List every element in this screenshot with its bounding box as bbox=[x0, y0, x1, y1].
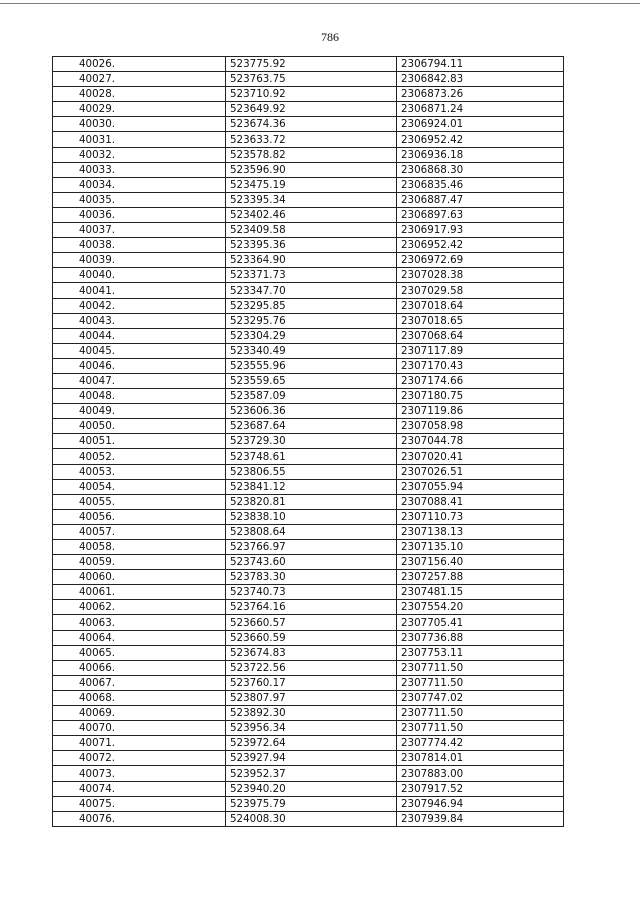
y-coordinate-cell: 2307018.64 bbox=[397, 298, 564, 313]
x-coordinate-cell: 523952.37 bbox=[226, 766, 397, 781]
point-number-cell: 40030. bbox=[53, 117, 226, 132]
x-coordinate-cell: 523340.49 bbox=[226, 343, 397, 358]
table-row bbox=[53, 313, 564, 328]
point-number-cell: 40052. bbox=[53, 449, 226, 464]
table-row bbox=[53, 796, 564, 811]
point-number-cell: 40060. bbox=[53, 570, 226, 585]
y-coordinate-cell: 2306887.47 bbox=[397, 192, 564, 207]
x-coordinate-cell: 523783.30 bbox=[226, 570, 397, 585]
table-row bbox=[53, 570, 564, 585]
table-row bbox=[53, 117, 564, 132]
x-coordinate-cell: 523972.64 bbox=[226, 736, 397, 751]
x-coordinate-cell: 523347.70 bbox=[226, 283, 397, 298]
table-row bbox=[53, 283, 564, 298]
table-row bbox=[53, 223, 564, 238]
table-row bbox=[53, 509, 564, 524]
y-coordinate-cell: 2306952.42 bbox=[397, 132, 564, 147]
x-coordinate-cell: 523722.56 bbox=[226, 660, 397, 675]
point-number-cell: 40028. bbox=[53, 87, 226, 102]
y-coordinate-cell: 2306842.83 bbox=[397, 72, 564, 87]
x-coordinate-cell: 523710.92 bbox=[226, 87, 397, 102]
x-coordinate-cell: 523743.60 bbox=[226, 555, 397, 570]
table-row bbox=[53, 268, 564, 283]
y-coordinate-cell: 2307554.20 bbox=[397, 600, 564, 615]
point-number-cell: 40040. bbox=[53, 268, 226, 283]
x-coordinate-cell: 523764.16 bbox=[226, 600, 397, 615]
x-coordinate-cell: 523763.75 bbox=[226, 72, 397, 87]
y-coordinate-cell: 2307753.11 bbox=[397, 645, 564, 660]
x-coordinate-cell: 523660.57 bbox=[226, 615, 397, 630]
x-coordinate-cell: 523740.73 bbox=[226, 585, 397, 600]
point-number-cell: 40059. bbox=[53, 555, 226, 570]
y-coordinate-cell: 2307939.84 bbox=[397, 811, 564, 826]
point-number-cell: 40073. bbox=[53, 766, 226, 781]
x-coordinate-cell: 523806.55 bbox=[226, 464, 397, 479]
table-row bbox=[53, 615, 564, 630]
y-coordinate-cell: 2307117.89 bbox=[397, 343, 564, 358]
table-row bbox=[53, 162, 564, 177]
point-number-cell: 40066. bbox=[53, 660, 226, 675]
point-number-cell: 40055. bbox=[53, 494, 226, 509]
x-coordinate-cell: 523395.36 bbox=[226, 238, 397, 253]
point-number-cell: 40075. bbox=[53, 796, 226, 811]
y-coordinate-cell: 2307883.00 bbox=[397, 766, 564, 781]
table-row bbox=[53, 585, 564, 600]
point-number-cell: 40048. bbox=[53, 389, 226, 404]
table-row bbox=[53, 102, 564, 117]
y-coordinate-cell: 2307705.41 bbox=[397, 615, 564, 630]
y-coordinate-cell: 2307028.38 bbox=[397, 268, 564, 283]
point-number-cell: 40058. bbox=[53, 540, 226, 555]
point-number-cell: 40050. bbox=[53, 419, 226, 434]
y-coordinate-cell: 2307088.41 bbox=[397, 494, 564, 509]
y-coordinate-cell: 2307736.88 bbox=[397, 630, 564, 645]
table-row bbox=[53, 645, 564, 660]
y-coordinate-cell: 2306972.69 bbox=[397, 253, 564, 268]
table-row bbox=[53, 72, 564, 87]
x-coordinate-cell: 523660.59 bbox=[226, 630, 397, 645]
y-coordinate-cell: 2306936.18 bbox=[397, 147, 564, 162]
x-coordinate-cell: 523760.17 bbox=[226, 675, 397, 690]
x-coordinate-cell: 523748.61 bbox=[226, 449, 397, 464]
point-number-cell: 40051. bbox=[53, 434, 226, 449]
table-row bbox=[53, 343, 564, 358]
table-row bbox=[53, 600, 564, 615]
table-row bbox=[53, 57, 564, 72]
table-row bbox=[53, 207, 564, 222]
table-row bbox=[53, 132, 564, 147]
y-coordinate-cell: 2306924.01 bbox=[397, 117, 564, 132]
x-coordinate-cell: 524008.30 bbox=[226, 811, 397, 826]
y-coordinate-cell: 2307020.41 bbox=[397, 449, 564, 464]
y-coordinate-cell: 2307138.13 bbox=[397, 524, 564, 539]
point-number-cell: 40039. bbox=[53, 253, 226, 268]
x-coordinate-cell: 523633.72 bbox=[226, 132, 397, 147]
x-coordinate-cell: 523975.79 bbox=[226, 796, 397, 811]
table-row bbox=[53, 298, 564, 313]
table-row bbox=[53, 192, 564, 207]
page-number: 786 bbox=[321, 30, 339, 44]
x-coordinate-cell: 523475.19 bbox=[226, 177, 397, 192]
table-row bbox=[53, 766, 564, 781]
table-row bbox=[53, 811, 564, 826]
point-number-cell: 40033. bbox=[53, 162, 226, 177]
x-coordinate-cell: 523820.81 bbox=[226, 494, 397, 509]
point-number-cell: 40074. bbox=[53, 781, 226, 796]
table-row bbox=[53, 358, 564, 373]
x-coordinate-cell: 523687.64 bbox=[226, 419, 397, 434]
x-coordinate-cell: 523649.92 bbox=[226, 102, 397, 117]
x-coordinate-cell: 523295.76 bbox=[226, 313, 397, 328]
y-coordinate-cell: 2306871.24 bbox=[397, 102, 564, 117]
point-number-cell: 40071. bbox=[53, 736, 226, 751]
y-coordinate-cell: 2306794.11 bbox=[397, 57, 564, 72]
coordinates-table bbox=[52, 56, 564, 827]
table-row bbox=[53, 87, 564, 102]
table-row bbox=[53, 479, 564, 494]
table-row bbox=[53, 494, 564, 509]
point-number-cell: 40045. bbox=[53, 343, 226, 358]
table-row bbox=[53, 434, 564, 449]
x-coordinate-cell: 523807.97 bbox=[226, 690, 397, 705]
table-row bbox=[53, 706, 564, 721]
point-number-cell: 40029. bbox=[53, 102, 226, 117]
x-coordinate-cell: 523395.34 bbox=[226, 192, 397, 207]
y-coordinate-cell: 2307711.50 bbox=[397, 706, 564, 721]
x-coordinate-cell: 523578.82 bbox=[226, 147, 397, 162]
table-row bbox=[53, 660, 564, 675]
table-row bbox=[53, 555, 564, 570]
point-number-cell: 40027. bbox=[53, 72, 226, 87]
table-row bbox=[53, 781, 564, 796]
x-coordinate-cell: 523674.83 bbox=[226, 645, 397, 660]
y-coordinate-cell: 2307481.15 bbox=[397, 585, 564, 600]
point-number-cell: 40047. bbox=[53, 373, 226, 388]
table-row bbox=[53, 328, 564, 343]
point-number-cell: 40046. bbox=[53, 358, 226, 373]
y-coordinate-cell: 2307711.50 bbox=[397, 721, 564, 736]
x-coordinate-cell: 523940.20 bbox=[226, 781, 397, 796]
table-row bbox=[53, 751, 564, 766]
point-number-cell: 40063. bbox=[53, 615, 226, 630]
y-coordinate-cell: 2307029.58 bbox=[397, 283, 564, 298]
table-row bbox=[53, 540, 564, 555]
y-coordinate-cell: 2307135.10 bbox=[397, 540, 564, 555]
y-coordinate-cell: 2307119.86 bbox=[397, 404, 564, 419]
table-row bbox=[53, 449, 564, 464]
y-coordinate-cell: 2306868.30 bbox=[397, 162, 564, 177]
point-number-cell: 40070. bbox=[53, 721, 226, 736]
y-coordinate-cell: 2307774.42 bbox=[397, 736, 564, 751]
x-coordinate-cell: 523371.73 bbox=[226, 268, 397, 283]
point-number-cell: 40062. bbox=[53, 600, 226, 615]
table-row bbox=[53, 389, 564, 404]
point-number-cell: 40067. bbox=[53, 675, 226, 690]
table-row bbox=[53, 404, 564, 419]
y-coordinate-cell: 2307747.02 bbox=[397, 690, 564, 705]
table-row bbox=[53, 253, 564, 268]
y-coordinate-cell: 2307711.50 bbox=[397, 675, 564, 690]
point-number-cell: 40034. bbox=[53, 177, 226, 192]
point-number-cell: 40042. bbox=[53, 298, 226, 313]
x-coordinate-cell: 523956.34 bbox=[226, 721, 397, 736]
y-coordinate-cell: 2307110.73 bbox=[397, 509, 564, 524]
table-row bbox=[53, 721, 564, 736]
point-number-cell: 40065. bbox=[53, 645, 226, 660]
x-coordinate-cell: 523402.46 bbox=[226, 207, 397, 222]
x-coordinate-cell: 523808.64 bbox=[226, 524, 397, 539]
y-coordinate-cell: 2307044.78 bbox=[397, 434, 564, 449]
point-number-cell: 40043. bbox=[53, 313, 226, 328]
point-number-cell: 40061. bbox=[53, 585, 226, 600]
table-row bbox=[53, 690, 564, 705]
point-number-cell: 40038. bbox=[53, 238, 226, 253]
y-coordinate-cell: 2306952.42 bbox=[397, 238, 564, 253]
y-coordinate-cell: 2307026.51 bbox=[397, 464, 564, 479]
x-coordinate-cell: 523304.29 bbox=[226, 328, 397, 343]
point-number-cell: 40032. bbox=[53, 147, 226, 162]
point-number-cell: 40049. bbox=[53, 404, 226, 419]
top-rule bbox=[0, 3, 640, 4]
x-coordinate-cell: 523775.92 bbox=[226, 57, 397, 72]
table-row bbox=[53, 147, 564, 162]
x-coordinate-cell: 523841.12 bbox=[226, 479, 397, 494]
y-coordinate-cell: 2307018.65 bbox=[397, 313, 564, 328]
point-number-cell: 40069. bbox=[53, 706, 226, 721]
point-number-cell: 40064. bbox=[53, 630, 226, 645]
table-row bbox=[53, 736, 564, 751]
table-row bbox=[53, 373, 564, 388]
y-coordinate-cell: 2306835.46 bbox=[397, 177, 564, 192]
x-coordinate-cell: 523364.90 bbox=[226, 253, 397, 268]
point-number-cell: 40036. bbox=[53, 207, 226, 222]
y-coordinate-cell: 2306917.93 bbox=[397, 223, 564, 238]
point-number-cell: 40041. bbox=[53, 283, 226, 298]
y-coordinate-cell: 2307814.01 bbox=[397, 751, 564, 766]
table-row bbox=[53, 675, 564, 690]
y-coordinate-cell: 2307917.52 bbox=[397, 781, 564, 796]
table-row bbox=[53, 464, 564, 479]
x-coordinate-cell: 523596.90 bbox=[226, 162, 397, 177]
point-number-cell: 40056. bbox=[53, 509, 226, 524]
x-coordinate-cell: 523927.94 bbox=[226, 751, 397, 766]
y-coordinate-cell: 2306897.63 bbox=[397, 207, 564, 222]
y-coordinate-cell: 2306873.26 bbox=[397, 87, 564, 102]
y-coordinate-cell: 2307180.75 bbox=[397, 389, 564, 404]
y-coordinate-cell: 2307257.88 bbox=[397, 570, 564, 585]
table-row bbox=[53, 524, 564, 539]
point-number-cell: 40054. bbox=[53, 479, 226, 494]
y-coordinate-cell: 2307058.98 bbox=[397, 419, 564, 434]
coordinates-table-body bbox=[53, 57, 564, 827]
y-coordinate-cell: 2307946.94 bbox=[397, 796, 564, 811]
y-coordinate-cell: 2307170.43 bbox=[397, 358, 564, 373]
x-coordinate-cell: 523606.36 bbox=[226, 404, 397, 419]
point-number-cell: 40057. bbox=[53, 524, 226, 539]
point-number-cell: 40037. bbox=[53, 223, 226, 238]
x-coordinate-cell: 523295.85 bbox=[226, 298, 397, 313]
x-coordinate-cell: 523729.30 bbox=[226, 434, 397, 449]
x-coordinate-cell: 523587.09 bbox=[226, 389, 397, 404]
point-number-cell: 40076. bbox=[53, 811, 226, 826]
y-coordinate-cell: 2307068.64 bbox=[397, 328, 564, 343]
x-coordinate-cell: 523674.36 bbox=[226, 117, 397, 132]
point-number-cell: 40031. bbox=[53, 132, 226, 147]
point-number-cell: 40053. bbox=[53, 464, 226, 479]
table-row bbox=[53, 177, 564, 192]
point-number-cell: 40072. bbox=[53, 751, 226, 766]
x-coordinate-cell: 523838.10 bbox=[226, 509, 397, 524]
point-number-cell: 40026. bbox=[53, 57, 226, 72]
x-coordinate-cell: 523766.97 bbox=[226, 540, 397, 555]
x-coordinate-cell: 523892.30 bbox=[226, 706, 397, 721]
x-coordinate-cell: 523559.65 bbox=[226, 373, 397, 388]
point-number-cell: 40044. bbox=[53, 328, 226, 343]
y-coordinate-cell: 2307156.40 bbox=[397, 555, 564, 570]
table-row bbox=[53, 238, 564, 253]
x-coordinate-cell: 523555.96 bbox=[226, 358, 397, 373]
table-row bbox=[53, 630, 564, 645]
point-number-cell: 40068. bbox=[53, 690, 226, 705]
point-number-cell: 40035. bbox=[53, 192, 226, 207]
y-coordinate-cell: 2307055.94 bbox=[397, 479, 564, 494]
y-coordinate-cell: 2307174.66 bbox=[397, 373, 564, 388]
table-row bbox=[53, 419, 564, 434]
y-coordinate-cell: 2307711.50 bbox=[397, 660, 564, 675]
x-coordinate-cell: 523409.58 bbox=[226, 223, 397, 238]
